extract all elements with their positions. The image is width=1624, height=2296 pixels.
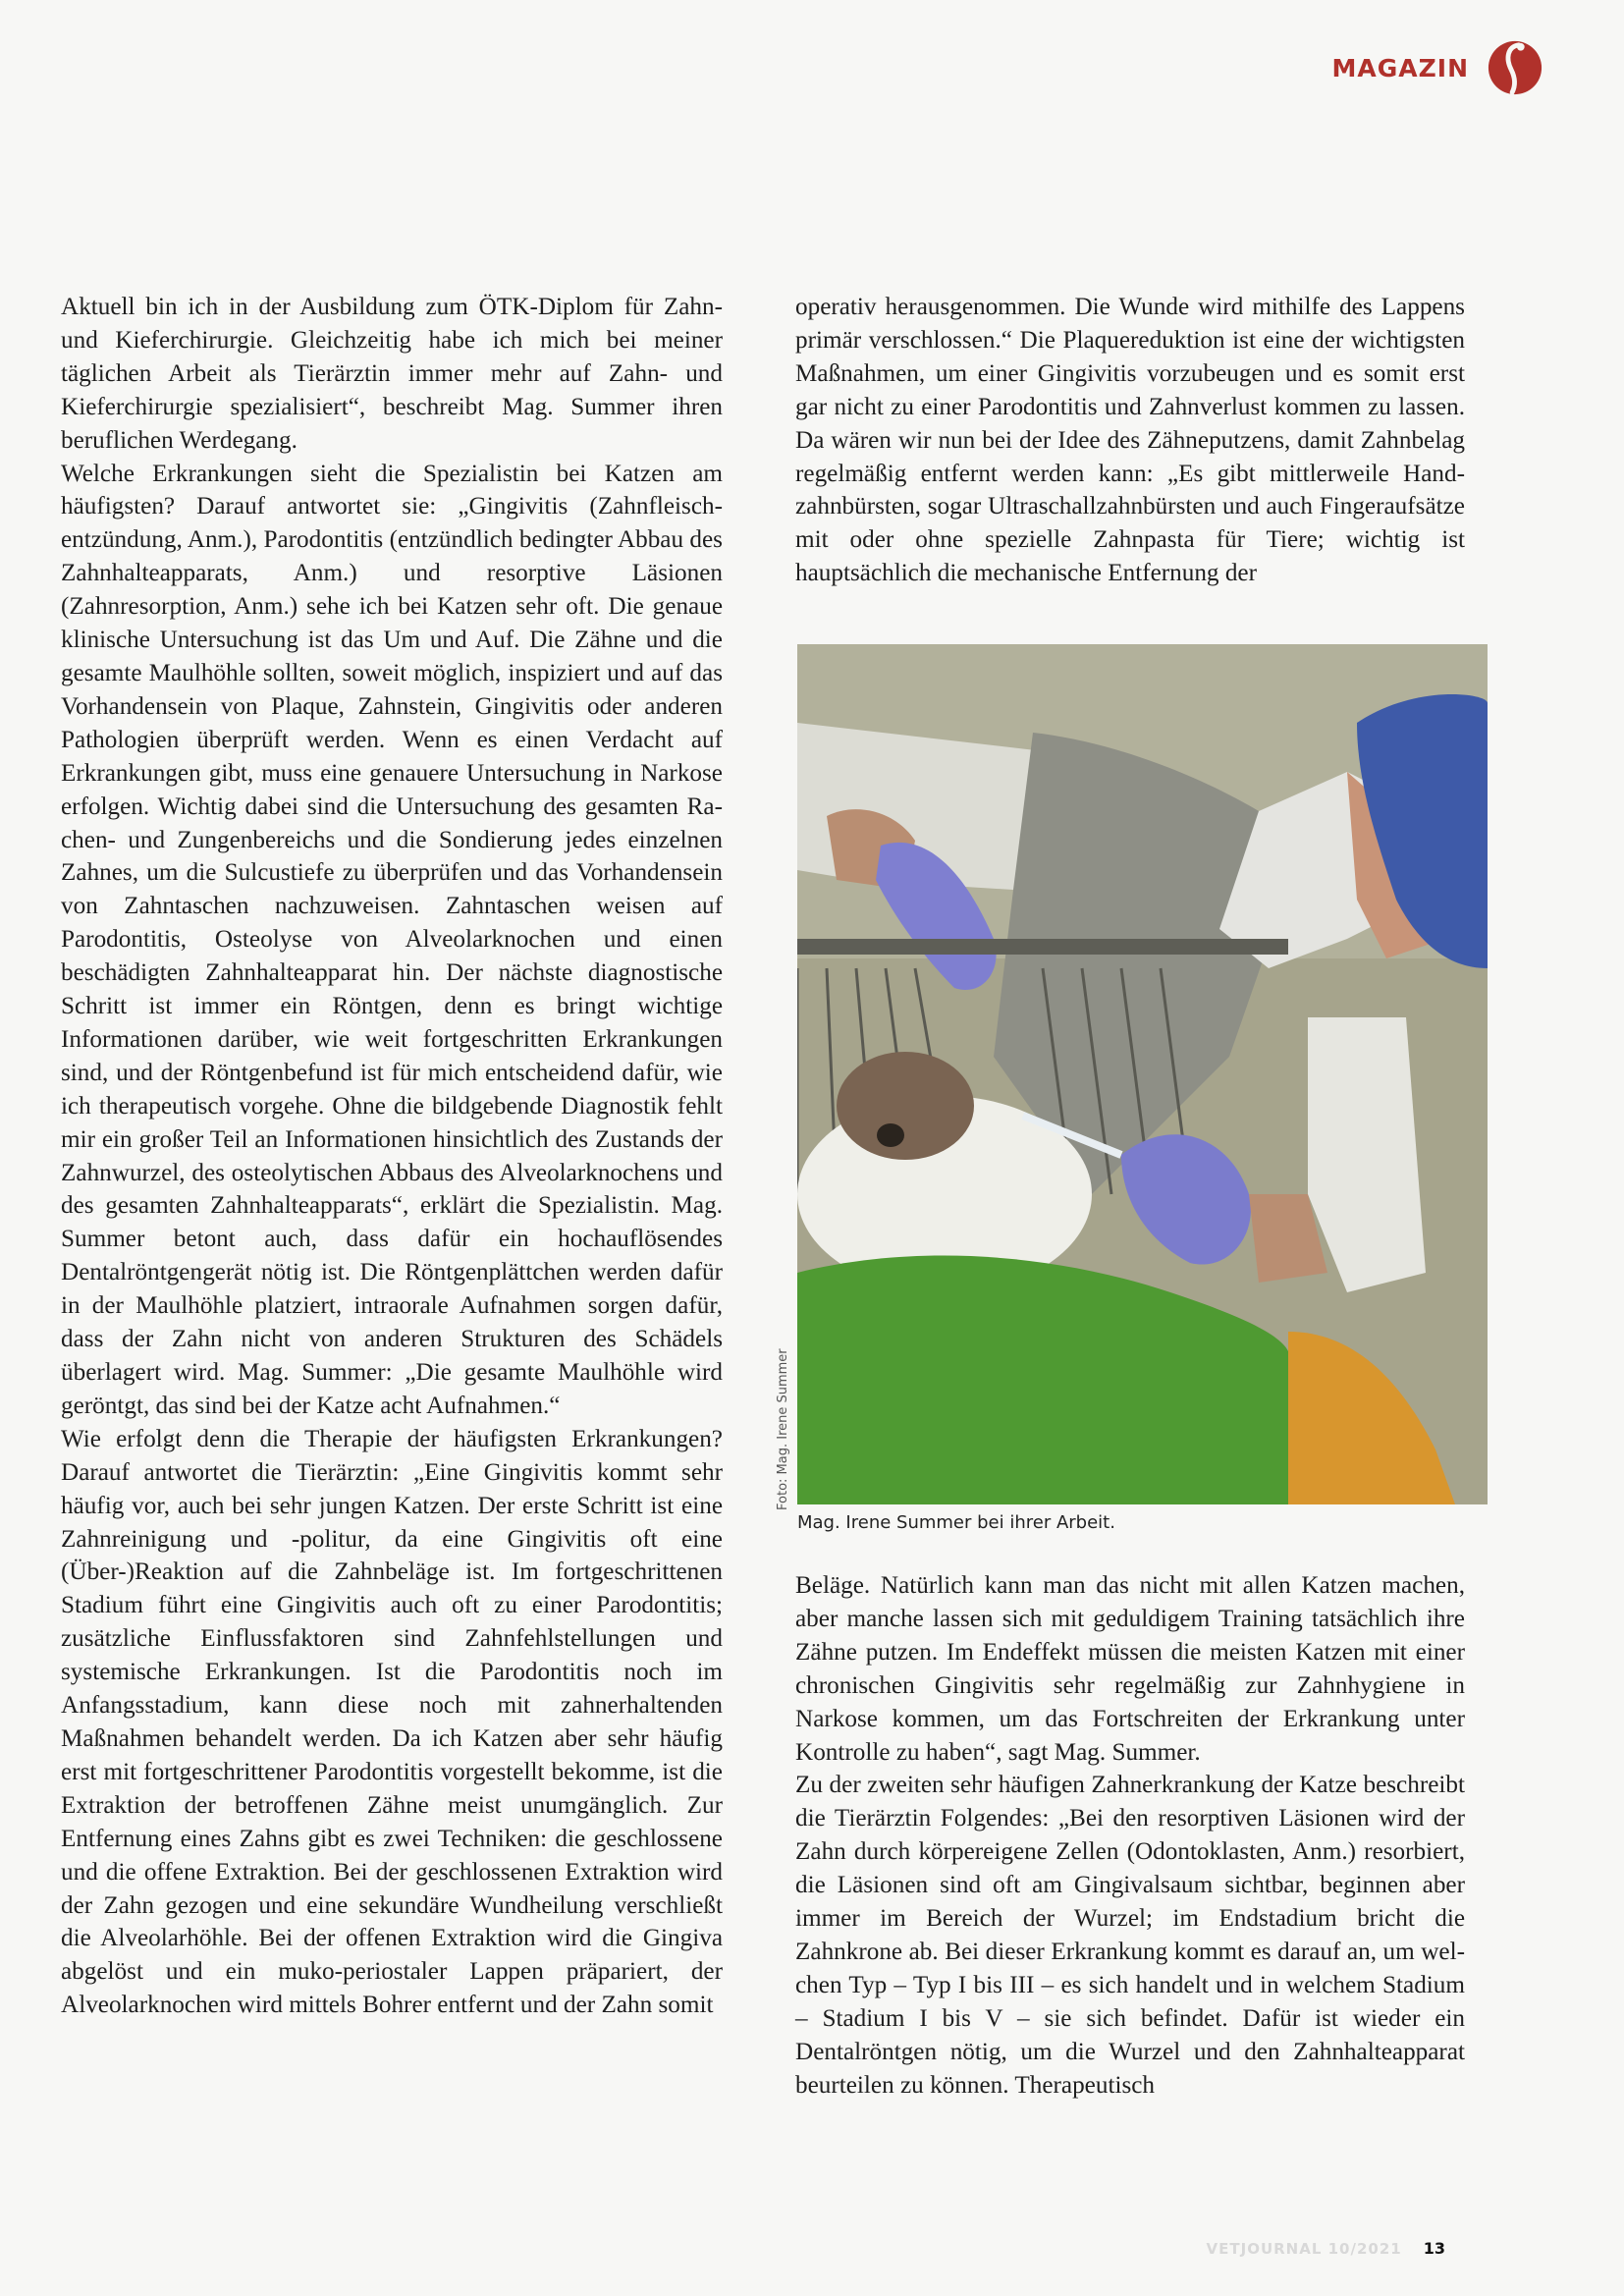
paragraph: Zu der zweiten sehr häufigen Zahnerkrankung der Katze beschreibt die Tierärztin Folgendes: „Bei den resorptiven Läsionen wird der Zahn durch körpereigene Zellen (Odontoklasten, Anm.) resorbiert, die Läsionen sind oft am Gingivalsaum sichtbar, beginnen aber immer im Bereich der Wurzel; im Endstadium bricht die Zahnkrone ab. Bei dieser Erkrankung kommt es darauf an, um welchen Typ – Typ I bis III – es sich handelt und in welchem Stadium – Stadium I bis V – sie sich befindet. Dafür ist wieder ein Dentalröntgen nötig, um die Wurzel und den Zahnhalteapparat beurteilen zu können. Therapeutisch [795, 1772, 1465, 2099]
vet-treating-cat-illustration [797, 644, 1488, 1504]
paragraph: Wie erfolgt denn die Therapie der häufigsten Erkrankungen? Darauf antwortet die Tierärztin: „Eine Gingivitis kommt sehr häufig vor, auch bei sehr jungen Katzen. Der erste Schritt ist eine Zahnreinigung und -politur, da eine Gingivitis oft eine (Über-)Reaktion auf die Zahnbeläge ist. Im fortgeschrittenen Stadium führt eine Gingivitis auch oft zu einer Parodontitis; zusätzliche Einflussfaktoren sind Zahnfehlstellungen und systemische Erkrankungen. Ist die Parodontitis noch im Anfangsstadium, kann diese noch mit zahnerhaltenden Maßnahmen behandelt werden. Da ich Katzen aber sehr häufig erst mit fortgeschrittener Parodontitis vorgestellt bekomme, ist die Extraktion der betroffenen Zähne meist unumgänglich. Zur Entfernung eines Zahns gibt es zwei Techniken: die geschlossene und die offene Extraktion. Bei der geschlossenen Extraktion wird der Zahn gezogen und eine sekundäre Wundheilung verschließt die Alveolarhöhle. Bei der offenen Extraktion wird die Gingiva abgelöst und ein muko-periostaler Lappen präpariert, der Alveolarknochen wird mittels Bohrer entfernt und der Zahn somit [61, 1425, 723, 2019]
paragraph: operativ herausgenommen. Die Wunde wird mithilfe des Lappens primär verschlossen.“ Die Plaquereduktion ist eine der wichtigsten Maßnahmen, um einer Gingivitis vorzubeugen und es somit erst gar nicht zu einer Parodontitis und Zahnverlust kommen zu lassen. Da wären wir nun bei der Idee des Zähneputzens, damit Zahnbelag regelmäßig entfernt werden kann: „Es gibt mittlerweile Handzahnbürsten, sogar Ultraschallzahnbürsten und auch Fingeraufsätze mit oder ohne spezielle Zahnpasta für Tiere; wichtig ist hauptsächlich die mechanische Entfernung der [795, 294, 1465, 587]
photo-caption: Mag. Irene Summer bei ihrer Arbeit. [797, 1512, 1115, 1533]
page-footer [1207, 2239, 1445, 2258]
right-text-column-bottom [795, 1569, 1465, 2103]
paragraph: Beläge. Natürlich kann man das nicht mit allen Katzen machen, aber manche lassen sich mit geduldigem Training tatsächlich ihre Zähne putzen. Im Endeffekt müssen die meisten Katzen mit einer chronischen Gingivitis sehr regelmäßig zur Zahnhygiene in Narkose kommen, um das Fortschreiten der Erkrankung unter Kontrolle zu haben“, sagt Mag. Summer. [795, 1572, 1465, 1766]
red-circle-swirl-logo-icon [1487, 39, 1543, 96]
section-label: MAGAZIN [1331, 53, 1469, 82]
paragraph: Aktuell bin ich in der Ausbildung zum ÖTK-Diplom für Zahn- und Kieferchirurgie. Gleichzeitig habe ich mich bei meiner täglichen Arbeit als Tierärztin immer mehr auf Zahn- und Kieferchirurgie spezialisiert“, beschreibt Mag. Summer ihren beruflichen Werdegang. [61, 294, 723, 454]
left-text-column [61, 291, 723, 2022]
photo-credit: Foto: Mag. Irene Summer [776, 1348, 790, 1510]
page-header [1332, 39, 1543, 96]
article-photo [797, 644, 1488, 1504]
paragraph: Welche Erkrankungen sieht die Spezialistin bei Katzen am häufigsten? Darauf antwortet sie: „Gingivitis (Zahnfleischentzündung, Anm.), Parodontitis (entzündlich bedingter Abbau des Zahnhalteapparats, Anm.) und resorptive Läsionen (Zahnresorption, Anm.) sehe ich bei Katzen sehr oft. Die genaue klinische Untersuchung ist das Um und Auf. Die Zähne und die gesamte Maulhöhle sollten, soweit möglich, inspiziert und auf das Vorhandensein von Plaque, Zahnstein, Gingivitis oder anderen Pathologien überprüft werden. Wenn es einen Verdacht auf Erkrankungen gibt, muss eine genauere Untersuchung in Narkose erfolgen. Wichtig dabei sind die Untersuchung des gesamten Rachen- und Zungenbereichs und die Sondierung jedes einzelnen Zahnes, um die Sulcustiefe zu überprüfen und das Vorhandensein von Zahntaschen nachzuweisen. Zahntaschen weisen auf Parodontitis, Osteolyse von Alveolarknochen und einen beschädigten Zahnhalteapparat hin. Der nächste diagnostische Schritt ist immer ein Röntgen, denn es bringt wichtige Informationen darüber, wie weit fortgeschritten Erkrankungen sind, und der Röntgenbefund ist für mich entscheidend dafür, wie ich therapeutisch vorgehe. Ohne die bildgebende Diagnostik fehlt mir ein großer Teil an Informationen hinsichtlich des Zustands der Zahnwurzel, des osteolytischen Abbaus des Alveolarknochens und des gesamten Zahnhalteapparats“, erklärt die Spezialistin. Mag. Summer betont auch, dass dafür ein hochauflösendes Dentalröntgengerät nötig ist. Die Röntgenplättchen werden dafür in der Maulhöhle platziert, intraorale Aufnahmen sorgen dafür, dass der Zahn nicht von anderen Strukturen des Schädels überlagert wird. Mag. Summer: „Die gesamte Maulhöhle wird geröntgt, das sind bei der Katze acht Aufnahmen.“ [61, 460, 723, 1419]
footer-publication: VETJOURNAL 10/2021 [1206, 2239, 1402, 2258]
right-text-column-top [795, 291, 1465, 590]
page-number: 13 [1423, 2239, 1445, 2258]
